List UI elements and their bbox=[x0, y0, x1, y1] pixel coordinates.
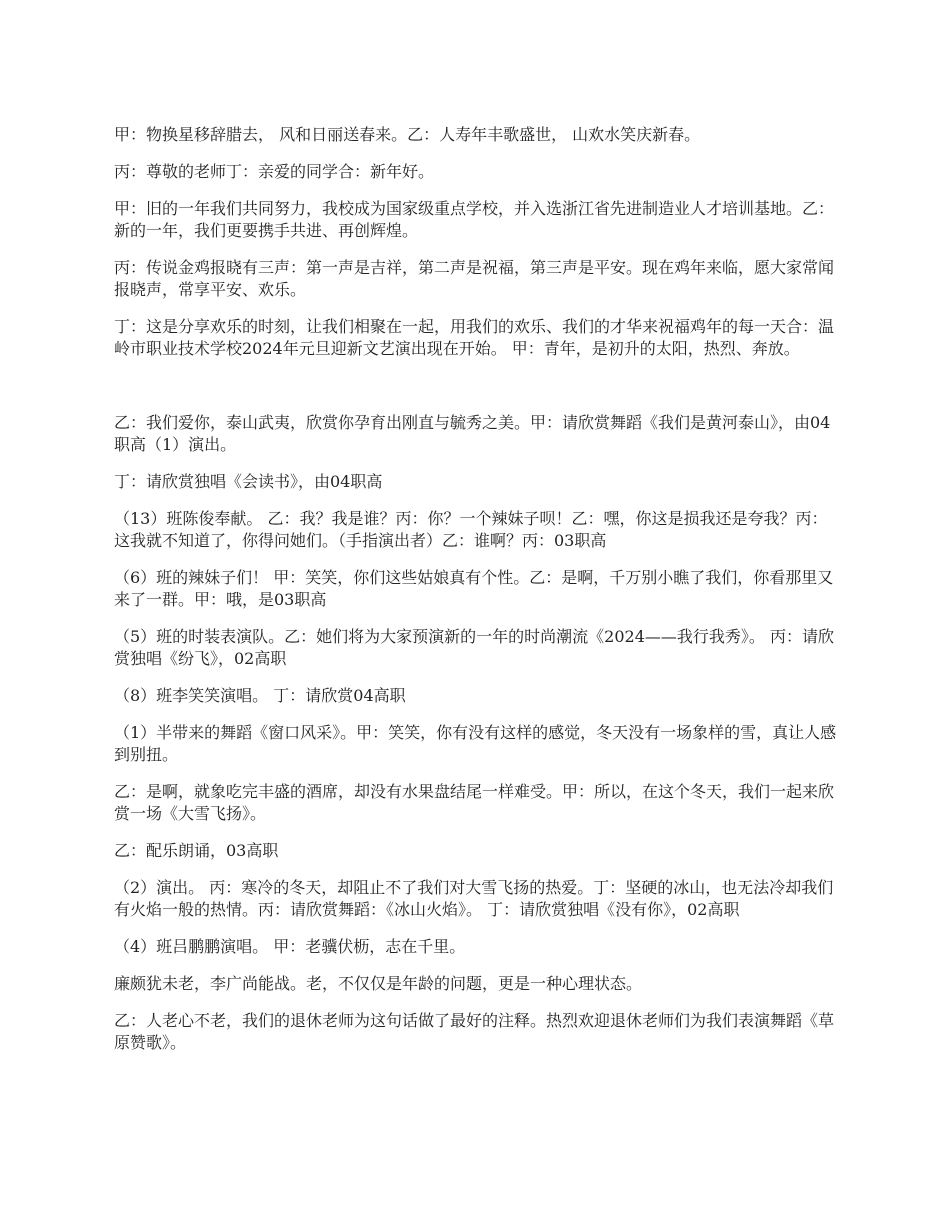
paragraph-14: 乙：配乐朗诵，03高职 bbox=[114, 841, 279, 860]
paragraph-6: 乙：我们爱你，泰山武夷，欣赏你孕育出刚直与毓秀之美。甲：请欣赏舞蹈《我们是黄河泰山》，由04职高（1）演出。 bbox=[114, 413, 831, 454]
paragraph-15: （2）演出。 丙：寒冷的冬天，却阻止不了我们对大雪飞扬的热爱。丁：坚硬的冰山，也无法冷却我们有火焰一般的热情。丙：请欣赏舞蹈：《冰山火焰》。 丁：请欣赏独唱《没有你》，02高职 bbox=[114, 878, 834, 919]
paragraph-12: （1）半带来的舞蹈《窗口风采》。甲：笑笑，你有没有这样的感觉，冬天没有一场象样的雪，真让人感到别扭。 bbox=[114, 723, 837, 764]
paragraph-3: 甲：旧的一年我们共同努力，我校成为国家级重点学校，并入选浙江省先进制造业人才培训基地。乙：新的一年，我们更要携手共进、再创辉煌。 bbox=[114, 199, 835, 240]
paragraph-13: 乙：是啊，就象吃完丰盛的酒席，却没有水果盘结尾一样难受。甲：所以，在这个冬天，我们一起来欣赏一场《大雪飞扬》。 bbox=[114, 782, 835, 823]
paragraph-8: （13）班陈俊奉献。 乙：我？我是谁？丙：你？一个辣妹子呗！乙：嘿，你这是损我还是夸我？丙：这我就不知道了，你得问她们。（手指演出者）乙：谁啊？丙：03职高 bbox=[114, 509, 828, 550]
paragraph-2: 丙：尊敬的老师丁：亲爱的同学合：新年好。 bbox=[114, 162, 435, 181]
paragraph-9: （6）班的辣妹子们！ 甲：笑笑，你们这些姑娘真有个性。乙：是啊，千万别小瞧了我们，你看那里又来了一群。甲：哦，是03职高 bbox=[114, 568, 834, 609]
paragraph-16: （4）班吕鹏鹏演唱。 甲：老骥伏枥，志在千里。 bbox=[114, 937, 466, 956]
paragraph-18: 乙：人老心不老，我们的退休老师为这句话做了最好的注释。热烈欢迎退休老师们为我们表演舞蹈《草原赞歌》。 bbox=[114, 1011, 835, 1052]
paragraph-11: （8）班李笑笑演唱。 丁：请欣赏04高职 bbox=[114, 686, 406, 705]
paragraph-10: （5）班的时装表演队。乙：她们将为大家预演新的一年的时尚潮流《2024——我行我秀》。 丙：请欣赏独唱《纷飞》，02高职 bbox=[114, 627, 834, 668]
paragraph-17: 廉颇犹未老，李广尚能战。老，不仅仅是年龄的问题，更是一种心理状态。 bbox=[114, 974, 643, 993]
paragraph-1: 甲：物换星移辞腊去， 风和日丽送春来。乙：人寿年丰歌盛世， 山欢水笑庆新春。 bbox=[114, 125, 701, 144]
section-spacer bbox=[114, 375, 842, 412]
paragraph-5: 丁：这是分享欢乐的时刻，让我们相聚在一起，用我们的欢乐、我们的才华来祝福鸡年的每一天合：温岭市职业技术学校2024年元旦迎新文艺演出现在开始。 甲：青年，是初升的太阳，热烈、奔放。 bbox=[114, 317, 835, 358]
paragraph-4: 丙：传说金鸡报晓有三声：第一声是吉祥，第二声是祝福，第三声是平安。现在鸡年来临，愿大家常闻报晓声，常享平安、欢乐。 bbox=[114, 258, 835, 299]
paragraph-7: 丁：请欣赏独唱《会读书》，由04职高 bbox=[114, 472, 383, 491]
